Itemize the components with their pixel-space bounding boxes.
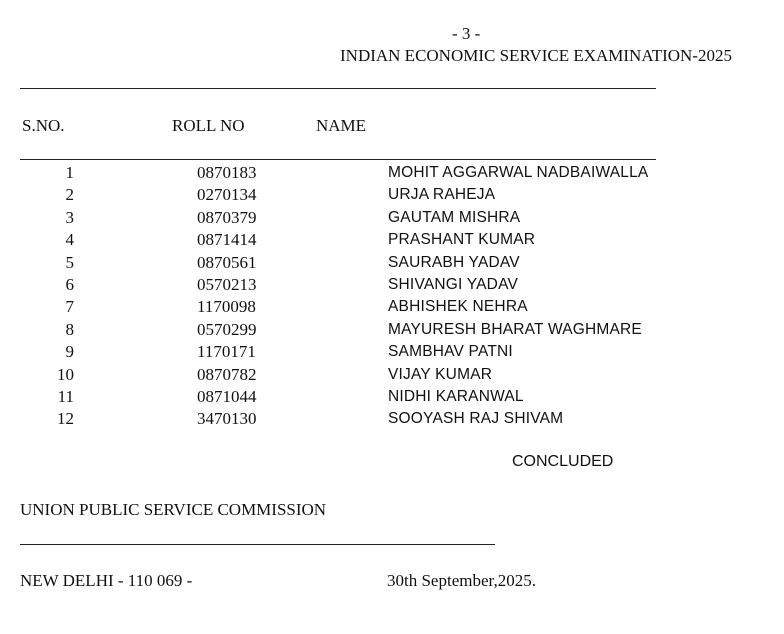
row-sno: 5 (65, 252, 74, 272)
row-roll-no: 0870379 (197, 207, 257, 227)
signature-rule (20, 544, 495, 545)
row-name: MOHIT AGGARWAL NADBAIWALLA (388, 164, 649, 181)
row-roll-no: 3470130 (197, 409, 257, 429)
results-list (0, 162, 784, 431)
row-name: VIJAY KUMAR (388, 365, 493, 383)
table-row (0, 229, 784, 251)
row-name: GAUTAM MISHRA (388, 208, 521, 226)
row-sno: 12 (57, 409, 74, 429)
row-name: SOOYASH RAJ SHIVAM (388, 410, 564, 428)
table-row (0, 162, 784, 184)
row-name: SHIVANGI YADAV (388, 275, 518, 293)
table-row (0, 319, 784, 341)
row-name: MAYURESH BHARAT WAGHMARE (388, 320, 642, 338)
exam-title: INDIAN ECONOMIC SERVICE EXAMINATION-2025 (340, 46, 732, 65)
page-number: - 3 - (452, 24, 481, 43)
row-name: SAURABH YADAV (388, 253, 520, 271)
row-sno: 8 (65, 319, 74, 339)
row-sno: 10 (57, 364, 74, 384)
row-roll-no: 0871414 (197, 230, 257, 250)
commission-name: UNION PUBLIC SERVICE COMMISSION (20, 500, 327, 519)
header-bottom-rule (20, 159, 656, 160)
column-header-name: NAME (316, 116, 367, 135)
row-sno: 7 (65, 297, 74, 317)
row-name: SAMBHAV PATNI (388, 343, 513, 361)
table-row (0, 252, 784, 274)
row-roll-no: 1170171 (197, 342, 256, 362)
table-row (0, 341, 784, 363)
row-sno: 1 (65, 163, 74, 182)
row-roll-no: 0871044 (197, 386, 257, 406)
column-header-sno: S.NO. (22, 116, 65, 135)
table-row (0, 386, 784, 408)
concluded-label: CONCLUDED (512, 453, 614, 470)
row-sno: 4 (65, 230, 74, 250)
table-row (0, 184, 784, 206)
row-sno: 11 (57, 386, 74, 406)
table-row (0, 274, 784, 296)
table-row (0, 207, 784, 229)
row-roll-no: 0870561 (197, 252, 257, 272)
column-header-roll-no: ROLL NO (172, 116, 245, 135)
row-roll-no: 0870782 (197, 364, 257, 384)
table-row (0, 296, 784, 318)
issue-date: 30th September,2025. (387, 571, 536, 590)
row-name: ABHISHEK NEHRA (388, 298, 528, 316)
row-roll-no: 0270134 (197, 185, 257, 205)
row-name: URJA RAHEJA (388, 186, 496, 204)
row-roll-no: 0870183 (197, 163, 257, 182)
row-sno: 3 (65, 207, 74, 227)
row-roll-no: 0570213 (197, 274, 257, 294)
row-name: NIDHI KARANWAL (388, 387, 524, 405)
row-sno: 6 (65, 274, 74, 294)
row-roll-no: 0570299 (197, 319, 257, 339)
header-top-rule (20, 88, 656, 89)
row-name: PRASHANT KUMAR (388, 231, 536, 249)
table-row (0, 364, 784, 386)
row-sno: 2 (65, 185, 74, 205)
city-address: NEW DELHI - 110 069 - (20, 571, 193, 590)
table-row (0, 408, 784, 430)
row-sno: 9 (65, 342, 74, 362)
row-roll-no: 1170098 (197, 297, 256, 317)
